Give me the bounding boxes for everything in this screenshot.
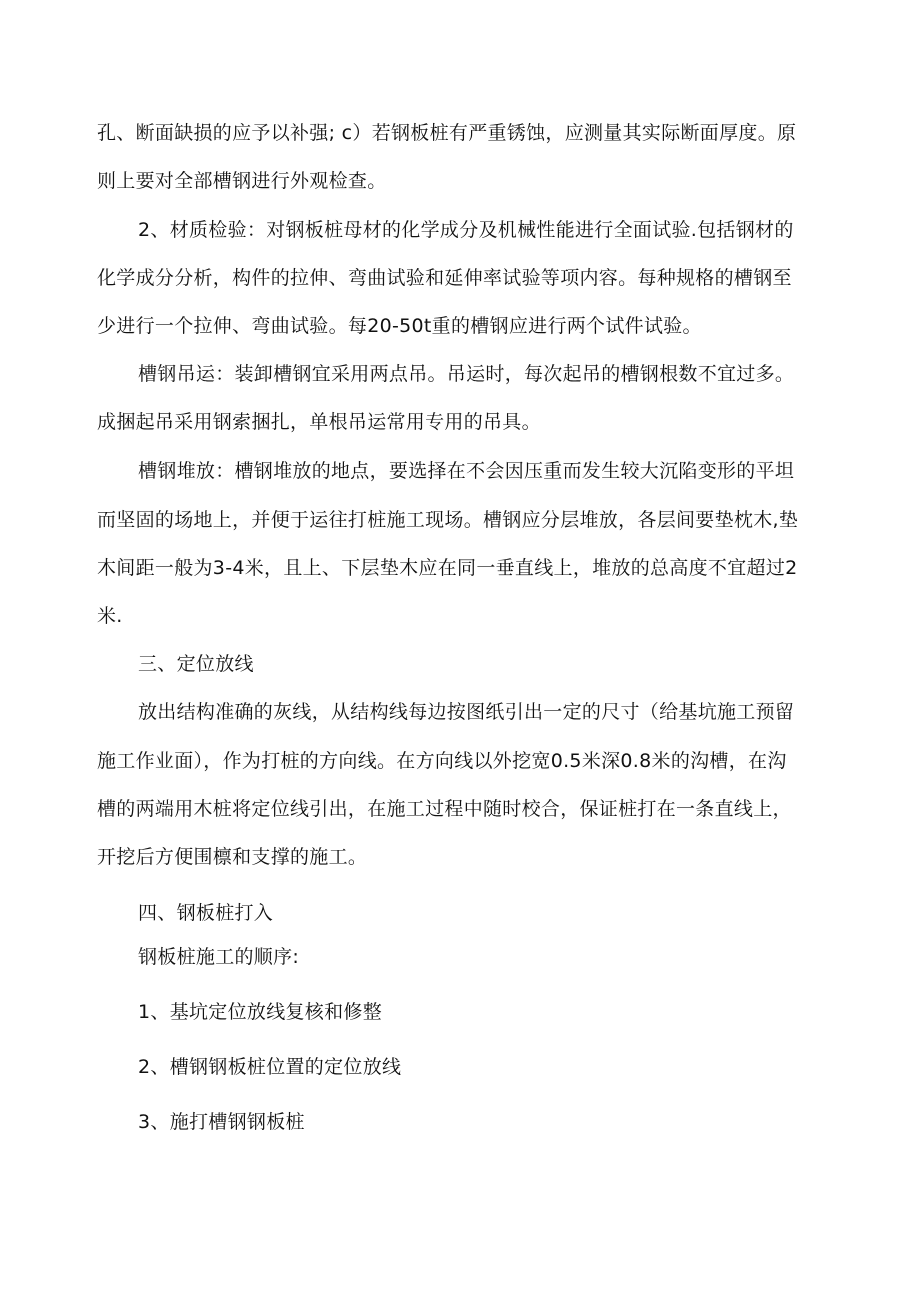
text-line: 槽的两端用木桩将定位线引出，在施工过程中随时校合，保证桩打在一条直线上， [97, 798, 792, 820]
section-heading: 三、定位放线 [138, 653, 254, 675]
text-line: 而坚固的场地上，并便于运往打桩施工现场。槽钢应分层堆放，各层间要垫枕木,垫 [97, 509, 799, 531]
list-item: 1、基坑定位放线复核和修整 [138, 1001, 382, 1023]
text-line: 施工作业面），作为打桩的方向线。在方向线以外挖宽0.5米深0.8米的沟槽，在沟 [97, 750, 787, 772]
list-item: 2、槽钢钢板桩位置的定位放线 [138, 1056, 402, 1078]
text-line: 成捆起吊采用钢索捆扎，单根吊运常用专用的吊具。 [97, 411, 541, 433]
text-line: 则上要对全部槽钢进行外观检查。 [97, 170, 387, 192]
text-line: 钢板桩施工的顺序: [138, 946, 300, 968]
text-line: 槽钢吊运：装卸槽钢宜采用两点吊。吊运时，每次起吊的槽钢根数不宜过多。 [138, 363, 795, 385]
text-line: 孔、断面缺损的应予以补强; c）若钢板桩有严重锈蚀，应测量其实际断面厚度。原 [97, 122, 797, 144]
text-line: 槽钢堆放：槽钢堆放的地点，要选择在不会因压重而发生较大沉陷变形的平坦 [138, 460, 795, 482]
text-line: 开挖后方便围檩和支撑的施工。 [97, 846, 368, 868]
section-heading: 四、钢板桩打入 [138, 902, 274, 924]
text-line: 米. [97, 605, 123, 627]
text-line: 木间距一般为3-4米，且上、下层垫木应在同一垂直线上，堆放的总高度不宜超过2 [97, 557, 798, 579]
text-line: 放出结构准确的灰线，从结构线每边按图纸引出一定的尺寸（给基坑施工预留 [138, 701, 795, 723]
list-item: 3、施打槽钢钢板桩 [138, 1111, 305, 1133]
text-line: 化学成分分析，构件的拉伸、弯曲试验和延伸率试验等项内容。每种规格的槽钢至 [97, 267, 792, 289]
text-line: 少进行一个拉伸、弯曲试验。每20-50t重的槽钢应进行两个试件试验。 [97, 315, 702, 337]
text-line: 2、材质检验：对钢板桩母材的化学成分及机械性能进行全面试验.包括钢材的 [138, 219, 794, 241]
